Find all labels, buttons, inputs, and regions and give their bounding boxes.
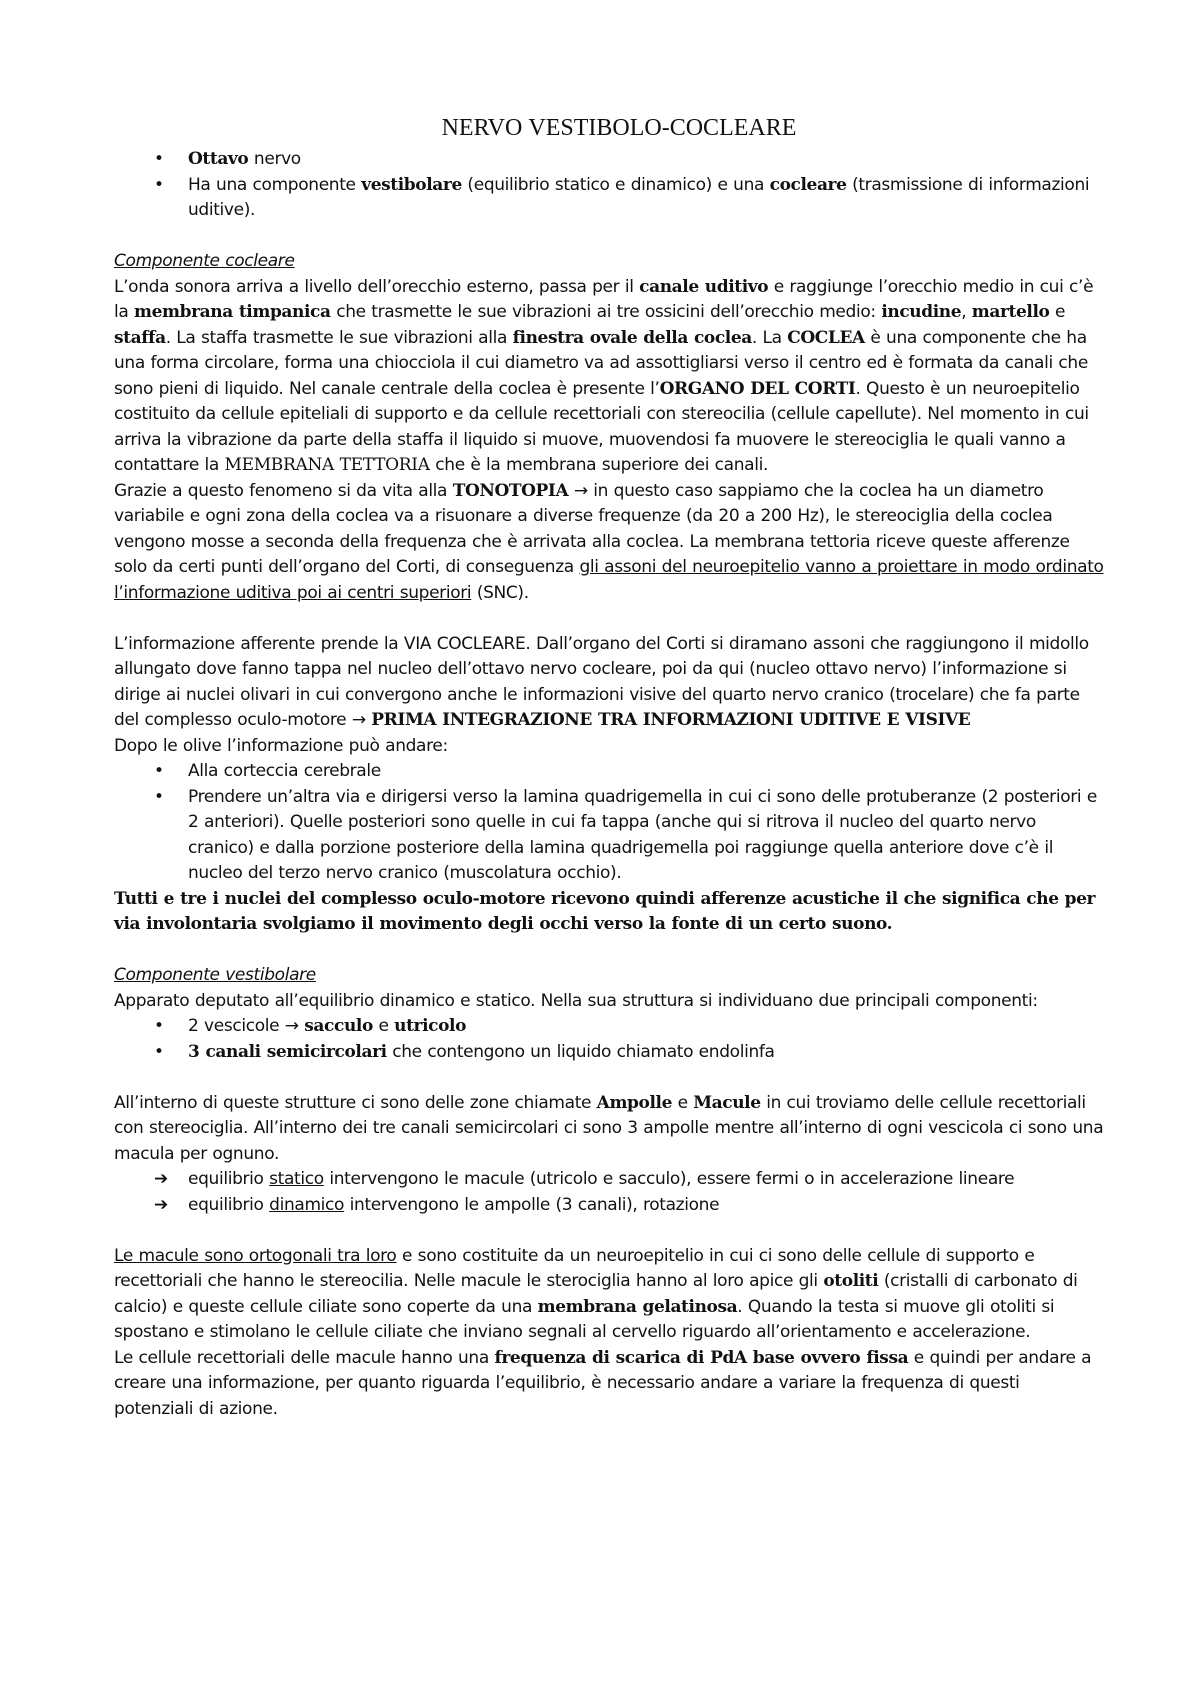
arrow-right-icon: ➔	[154, 1194, 168, 1215]
bullet-icon: •	[154, 761, 164, 781]
bullet-icon: •	[154, 149, 164, 169]
paragraph: Apparato deputato all’equilibrio dinamico e statico. Nella sua struttura si individuano due principali componenti:	[114, 990, 1038, 1011]
paragraph: L’informazione afferente prende la VIA COCLEARE. Dall’organo del Corti si diramano assoni che raggiungono il midollo allungato dove fanno tappa nel nucleo dell’ottavo nervo cocleare, poi da qui (nucleo ottavo nervo) l’informazione si dirige ai nuclei olivari in cui convergono anche le informazioni visive del quarto nervo cranico (trocelare) che fa parte del complesso oculo-motore → PRIMA INTEGRAZIONE TRA INFORMAZIONI UDITIVE E VISIVE	[114, 633, 1089, 730]
section-heading-vestibolare: Componente vestibolare	[114, 965, 316, 985]
document-body	[114, 113, 1104, 1422]
list-item: • Alla corteccia cerebrale	[114, 759, 1104, 785]
intro-list	[114, 147, 1104, 224]
bullet-icon: •	[154, 1016, 164, 1036]
list-item: • Prendere un’altra via e dirigersi verso la lamina quadrigemella in cui ci sono delle protuberanze (2 posteriori e 2 anteriori). Quelle posteriori sono quelle in cui fa tappa (anche qui si ritrova il nucleo del quarto nervo cranico) e dalla porzione posteriore della lamina quadrigemella poi raggiunge quella anteriore dove c’è il nucleo del terzo nervo cranico (muscolatura occhio).	[154, 786, 1097, 883]
list-item: ➔ equilibrio dinamico intervengono le ampolle (3 canali), rotazione	[114, 1193, 1104, 1219]
list-item: • 3 canali semicircolari che contengono un liquido chiamato endolinfa	[114, 1040, 1104, 1066]
paragraph: All’interno di queste strutture ci sono delle zone chiamate Ampolle e Macule in cui troviamo delle cellule recettoriali con stereociglia. All’interno dei tre canali semicircolari ci sono 3 ampolle mentre all’interno di ogni vescicola ci sono una macula per ognuno.	[114, 1092, 1104, 1164]
equilibrium-list	[114, 1167, 1104, 1218]
paragraph: L’onda sonora arriva a livello dell’orecchio esterno, passa per il canale uditivo e raggiunge l’orecchio medio in cui c’è la membrana timpanica che trasmette le sue vibrazioni ai tre ossicini dell’orecchio medio: incudine, martello e staffa. La staffa trasmette le sue vibrazioni alla finestra ovale della coclea. La COCLEA è una componente che ha una forma circolare, forma una chiocciola il cui diametro va ad assottigliarsi verso il centro ed è formata da canali che sono pieni di liquido. Nel canale centrale della coclea è presente l’ORGANO DEL CORTI. Questo è un neuroepitelio costituito da cellule epiteliali di supporto e da cellule recettoriali con stereocilia (cellule capellute). Nel momento in cui arriva la vibrazione da parte della staffa il liquido si muove, muovendosi fa muovere le stereociglia le quali vanno a contattare la MEMBRANA TETTORIA che è la membrana superiore dei canali.	[114, 276, 1094, 475]
list-item: • Ottavo nervo	[114, 147, 1104, 173]
arrow-right-icon: ➔	[154, 1169, 168, 1189]
bullet-icon: •	[154, 786, 164, 807]
page-title: NERVO VESTIBOLO-COCLEARE	[441, 115, 797, 141]
conclusion-paragraph: Tutti e tre i nuclei del complesso oculo-motore ricevono quindi afferenze acustiche il che significa che per via involontaria svolgiamo il movimento degli occhi verso la fonte di un certo suono.	[114, 888, 1096, 934]
olive-list	[114, 759, 1104, 887]
paragraph: Grazie a questo fenomeno si da vita alla TONOTOPIA → in questo caso sappiamo che la coclea ha un diametro variabile e ogni zona della coclea va a risuonare a diverse frequenze (da 20 a 200 Hz), le stereociglia della coclea vengono mosse a seconda della frequenza che è arrivata alla coclea. La membrana tettoria riceve queste afferenze solo da certi punti dell’organo del Corti, di conseguenza gli assoni del neuroepitelio vanno a proiettare in modo ordinato l’informazione uditiva poi ai centri superiori (SNC).	[114, 480, 1104, 603]
list-item: • 2 vescicole → sacculo e utricolo	[114, 1014, 1104, 1040]
section-heading-cocleare: Componente cocleare	[114, 251, 295, 271]
list-item: • Ha una componente vestibolare (equilibrio statico e dinamico) e una cocleare (trasmissione di informazioni uditive).	[154, 174, 1090, 220]
paragraph: Dopo le olive l’informazione può andare:	[114, 735, 448, 756]
paragraph: Le macule sono ortogonali tra loro e sono costituite da un neuroepitelio in cui ci sono delle cellule di supporto e recettoriali che hanno le stereocilia. Nelle macule le sterociglia hanno al loro apice gli otoliti (cristalli di carbonato di calcio) e queste cellule ciliate sono coperte da una membrana gelatinosa. Quando la testa si muove gli otoliti si spostano e stimolano le cellule ciliate che inviano segnali al cervello riguardo all’orientamento e accelerazione.	[114, 1245, 1078, 1342]
list-item: ➔ equilibrio statico intervengono le macule (utricolo e sacculo), essere fermi o in accelerazione lineare	[114, 1167, 1104, 1193]
bullet-icon: •	[154, 174, 164, 195]
component-list	[114, 1014, 1104, 1065]
bullet-icon: •	[154, 1041, 164, 1062]
paragraph: Le cellule recettoriali delle macule hanno una frequenza di scarica di PdA base ovvero fissa e quindi per andare a creare una informazione, per quanto riguarda l’equilibrio, è necessario andare a variare la frequenza di questi potenziali di azione.	[114, 1347, 1092, 1419]
